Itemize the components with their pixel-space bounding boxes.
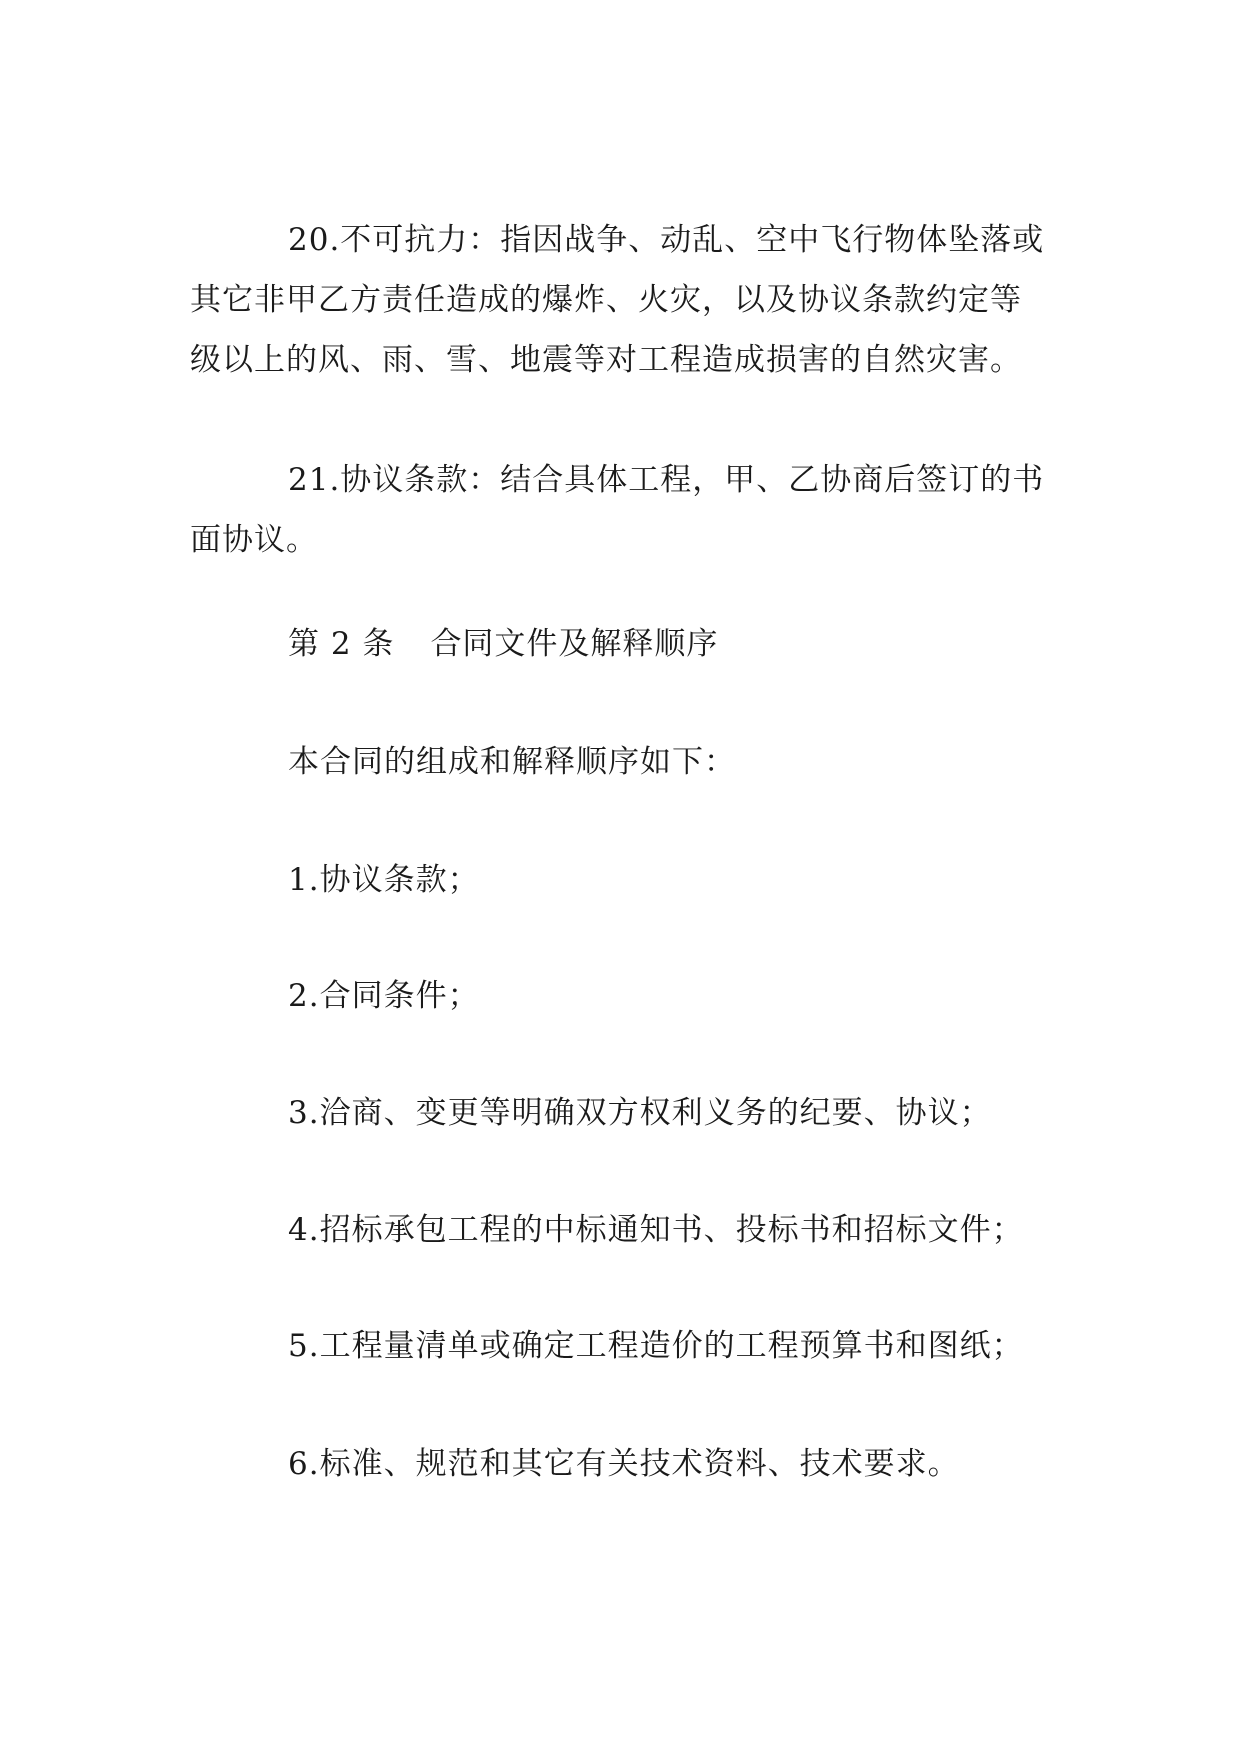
- list-item-6: 6.标准、规范和其它有关技术资料、技术要求。: [288, 1446, 960, 1482]
- list-item-1: 1.协议条款；: [288, 862, 480, 898]
- article-heading: [288, 614, 1068, 674]
- list-item-2: 2.合同条件；: [288, 978, 480, 1014]
- article-title: 合同文件及解释顺序: [430, 626, 719, 662]
- intro-text: 本合同的组成和解释顺序如下：: [288, 744, 736, 780]
- clause-21-paragraph: 21.协议条款：结合具体工程，甲、乙协商后签订的书面协议。: [190, 462, 1045, 558]
- article-number: 第 2 条: [288, 626, 395, 662]
- list-item-4: 4.招标承包工程的中标通知书、投标书和招标文件；: [288, 1212, 1024, 1248]
- list-item-5: 5.工程量清单或确定工程造价的工程预算书和图纸；: [288, 1328, 1024, 1364]
- clause-20-paragraph: 20.不可抗力：指因战争、动乱、空中飞行物体坠落或其它非甲乙方责任造成的爆炸、火灾，以及协议条款约定等级以上的风、雨、雪、地震等对工程造成损害的自然灾害。: [190, 222, 1045, 378]
- list-item-3: 3.洽商、变更等明确双方权利义务的纪要、协议；: [288, 1095, 992, 1131]
